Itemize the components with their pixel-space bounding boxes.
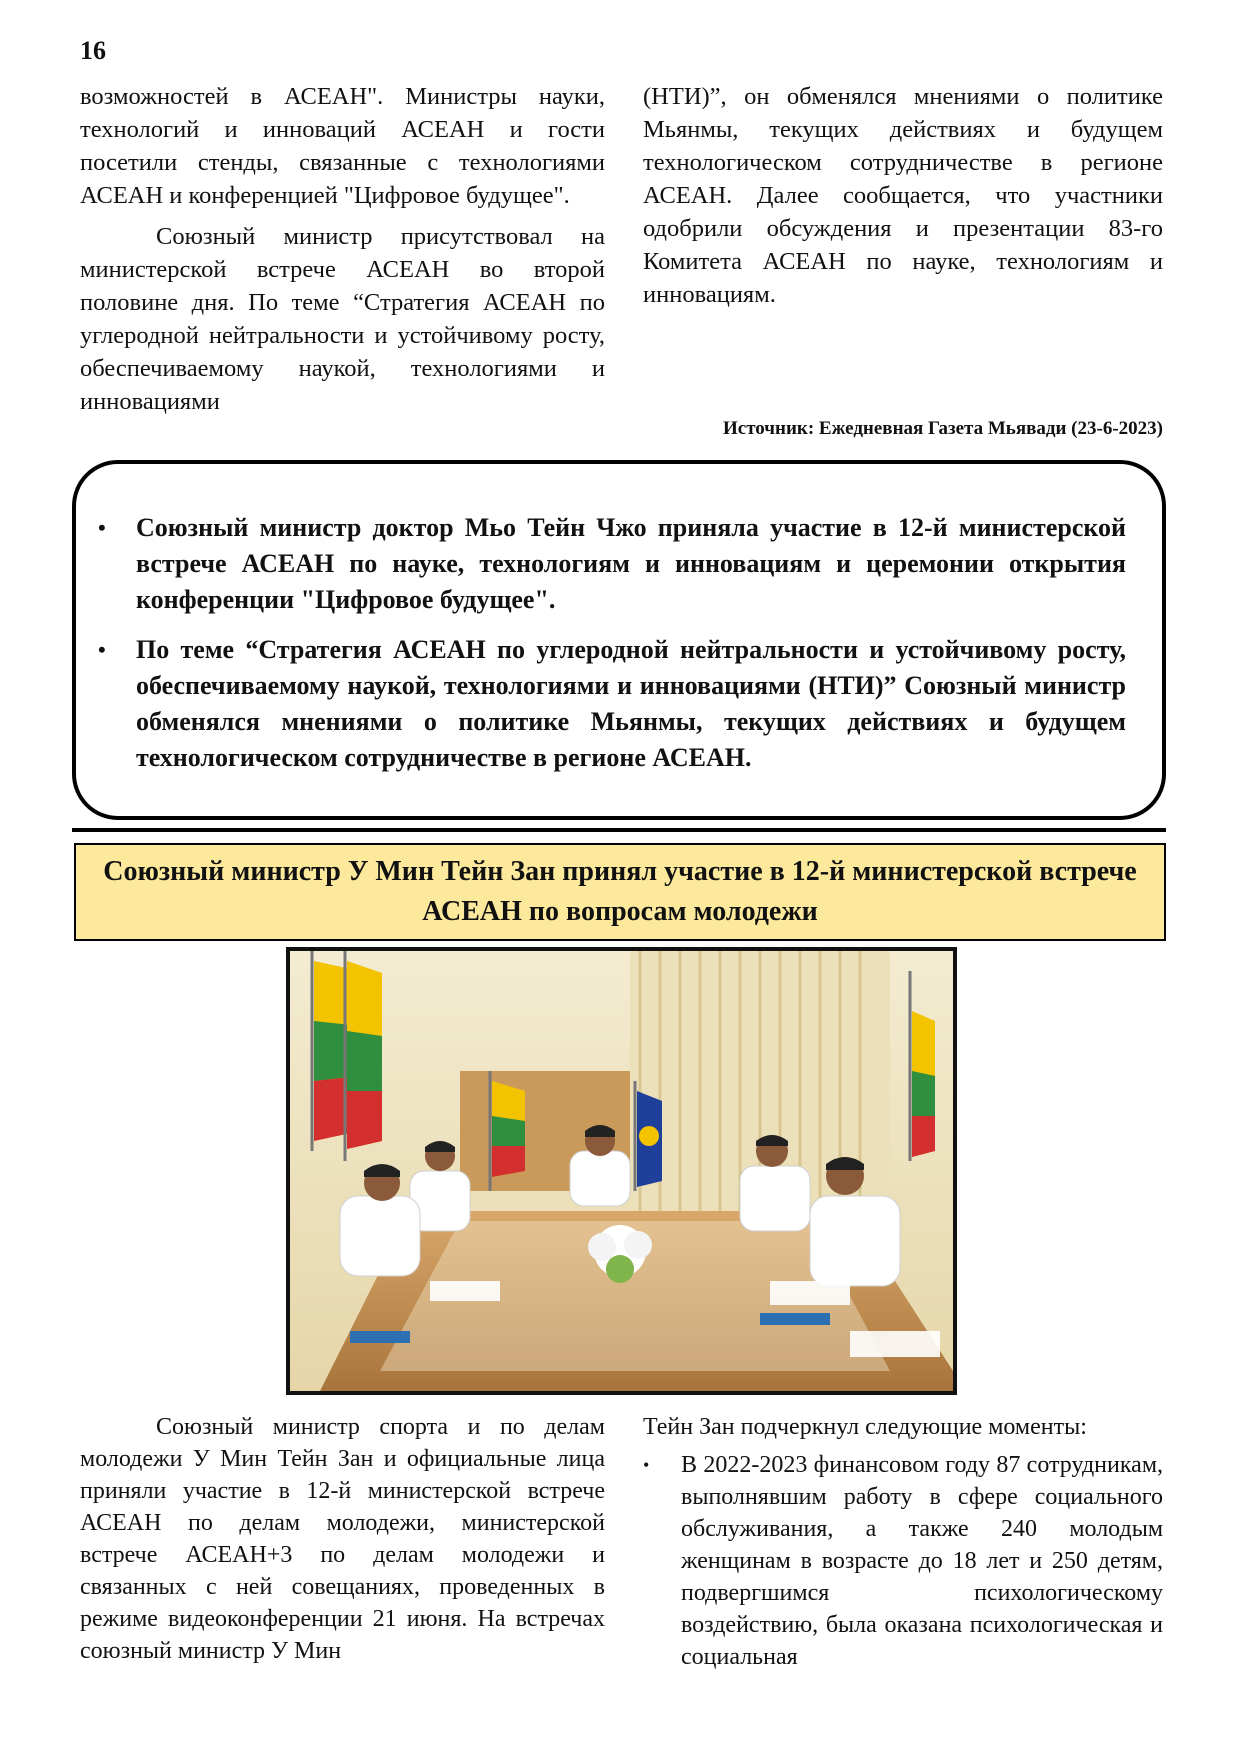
summary-item [98,510,1126,618]
summary-item [98,632,1126,776]
paragraph: Тейн Зан подчеркнул следующие моменты: [643,1414,1087,1440]
list-item [643,1449,1163,1673]
summary-item-text: Союзный министр доктор Мьо Тейн Чжо приняла участие в 12-й министерской встрече АСЕАН по науке, технологиям и инновациям и церемонии открытия конференции "Цифровое будущее". [136,513,1126,614]
bullet-icon: • [98,637,106,662]
paragraph: возможностей в АСЕАН". Министры науки, технологий и инноваций АСЕАН и гости посетили стенды, связанные с технологиями АСЕАН и конференцией "Цифровое будущее". [80,83,605,209]
list-item-text: В 2022-2023 финансовом году 87 сотрудникам, выполнявшим работу в сфере социального обслуживания, а также 240 молодым женщинам в возрасте до 18 лет и 250 детям, подвергшимся психологическому воздействию, была оказана психологическая и социальная [681,1452,1163,1670]
summary-item-text: По теме “Стратегия АСЕАН по углеродной нейтральности и устойчивому росту, обеспечиваемому наукой, технологиями и инновациями (НТИ)” Союзный министр обменялся мнениями о политике Мьянмы, текущих действиях и будущем технологическом сотрудничестве в регионе АСЕАН. [136,635,1126,772]
top-article-left-column [80,80,605,418]
top-article-right-column [643,80,1163,311]
meeting-photo [286,947,957,1395]
summary-box [72,460,1166,820]
paragraph: (НТИ)”, он обменялся мнениями о политике Мьянмы, текущих действиях и будущем технологическом сотрудничестве в регионе АСЕАН. Далее сообщается, что участники одобрили обсуждения и презентации 83-го Комитета АСЕАН по науке, технологиям и инновациям. [643,83,1163,308]
section-title: Союзный министр У Мин Тейн Зан принял участие в 12-й министерской встрече АСЕАН по вопросам молодежи [103,856,1137,927]
paragraph: Союзный министр присутствовал на министерской встрече АСЕАН во второй половине дня. По теме “Стратегия АСЕАН по углеродной нейтральности и устойчивому росту, обеспечиваемому наукой, технологиями и инновациями [80,223,605,415]
paragraph: Союзный министр спорта и по делам молодежи У Мин Тейн Зан и официальные лица приняли участие в 12-й министерской встрече АСЕАН по делам молодежи, министерской встрече АСЕАН+3 по делам молодежи и связанных с ней совещаниях, проведенных в режиме видеоконференции 21 июня. На встречах союзный министр У Мин [80,1414,605,1664]
section-title-banner [74,843,1166,941]
bullet-icon: • [643,1455,650,1475]
bullet-icon: • [98,515,106,540]
page-number: 16 [80,36,106,65]
summary-list [98,510,1126,790]
article-source: Источник: Ежедневная Газета Мьявади (23-6-2023) [723,418,1163,439]
section-left-column [80,1411,605,1667]
meeting-photo-icon [290,951,953,1391]
section-right-column [643,1411,1163,1673]
section-divider [72,828,1166,832]
